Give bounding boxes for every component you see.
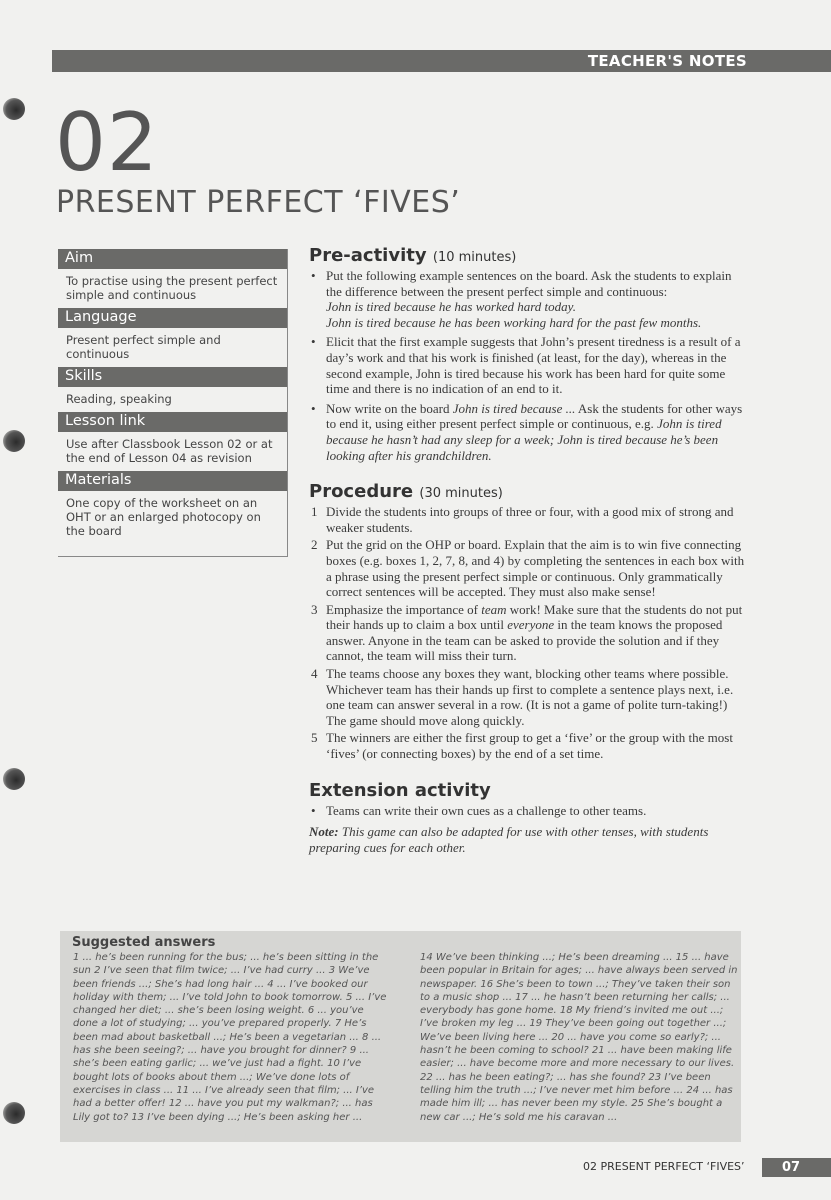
step-text: Put the grid on the OHP or board. Explain that the aim is to win five connecting boxes (e.g. boxes 1, 2, 7, 8, and 4) by completing the sentences in each box with a phrase using the present perfect simple or continuous. Only grammatically correct sentences will be accepted. They must also make sense! [326,537,745,600]
section-title: Pre-activity [309,245,427,266]
binder-hole [3,98,25,120]
header-label: TEACHER'S NOTES [587,52,747,70]
note-text: This game can also be adapted for use with other tenses, with students preparing cues for each other. [309,824,709,855]
sidebar-text: Reading, speaking [66,392,172,406]
binder-hole [3,430,25,452]
step-text: work! Make sure that the students do not put their hands up to claim a box until [326,601,743,633]
binder-hole [3,768,25,790]
procedure-step: 1 Divide the students into groups of three or four, with a good mix of strong and weaker students. [311,504,734,535]
lesson-number: 02 [55,96,159,189]
header-bar [52,50,831,72]
lesson-summary-sidebar [58,249,288,557]
pre-activity-section [309,245,749,463]
section-heading [309,780,749,801]
sidebar-heading: Lesson link [58,412,287,432]
note-label: Note: [309,824,339,840]
bullet-item: • Elicit that the first example suggests that John’s present tiredness is a result of a day’s work and that his work is finished (at least, for the day), whereas in the second example, John is tired because his work has been hard for quite some time and there is no indication of an end to it. [309,334,749,396]
answers-column-left: 1 ... he’s been running for the bus; ... he’s been sitting in the sun 2 I’ve seen that film twice; ... I’ve had curry ... 3 We’ve been friends ...; She’s had long hair ... 4 ... I’ve booked our holiday with them; ... I’ve told John to book tomorrow. 5 ... I’ve changed her diet; ... she’s been losing weight. 6 ... you’ve done a lot of studying; ... you’ve prepared properly. 7 He’s been mad about basketball ...; He’s been a vegetarian ... 8 ... has she been seeing?; ... have you brought for dinner? 9 ... she’s been eating garlic; ... we’ve just had a fight. 10 I’ve bought lots of books about them ...; We’ve done lots of exercises in class ... 11 ... I’ve already seen that film; ... I’ve had a better offer! 12 ... have you put my walkman?; ... has Lily got to? 13 I’ve been dying ...; He’s been asking her ... [73,952,387,1123]
sidebar-section-aim [58,249,287,308]
sidebar-heading: Materials [58,471,287,491]
procedure-step: 2 Put the grid on the OHP or board. Explain that the aim is to win five connecting boxes (e.g. boxes 1, 2, 7, 8, and 4) by completing the sentences in each box with a phrase using the present perfect simple or continuous. Only grammatically correct sentences will be accepted. They must also make sense! [311,537,745,600]
bullet-italic: John is tired because ... [452,400,576,416]
section-title: Procedure [309,481,414,503]
page-number: 07 [782,1160,801,1175]
sidebar-heading: Aim [58,249,287,269]
sidebar-heading: Language [58,308,287,328]
footer-title: 02 PRESENT PERFECT ‘FIVES’ [583,1160,745,1173]
step-text: in the team knows the proposed answer. Anyone in the team can be asked to provide the solution and if they cannot, the team will miss their turn. [326,617,723,664]
step-italic: team [481,601,507,617]
sidebar-text: Use after Classbook Lesson 02 or at the end of Lesson 04 as revision [66,437,273,465]
suggested-answers-box [60,931,741,1142]
binder-hole [3,1102,25,1124]
procedure-step: 3 Emphasize the importance of team work! Make sure that the students do not put their hands up to claim a box until everyone in the team knows the proposed answer. Anyone in the team can be asked to provide the solution and if they cannot, the team will miss their turn. [311,601,743,664]
bullet-item: • Teams can write their own cues as a challenge to other teams. [309,803,749,819]
sidebar-text: To practise using the present perfect simple and continuous [66,274,278,302]
note [309,824,749,855]
bullet-text: Now write on the board [326,400,453,416]
sidebar-heading: Skills [58,367,287,387]
procedure-step: 4 The teams choose any boxes they want, blocking other teams where possible. Whichever team has their hands up first to complete a sentence plays next, i.e. one team can answer several in a row. (It is not a game of polite turn-taking!) The game should move along quickly. [311,666,734,728]
section-duration: (30 minutes) [419,486,503,502]
section-heading [309,245,749,266]
bullet-item: • Put the following example sentences on the board. Ask the students to explain the difference between the present perfect simple and continuous: [309,268,749,299]
bullet-examples: John is tired because he hasn’t had any sleep for a week; John is tired because he’s been looking after his grandchildren. [326,416,722,463]
section-title: Extension activity [309,779,491,801]
main-content [309,245,749,855]
step-text: Emphasize the importance of [326,601,482,617]
procedure-section [309,481,749,762]
lesson-title: PRESENT PERFECT ‘FIVES’ [56,185,461,220]
section-heading [309,481,749,502]
step-text: Divide the students into groups of three or four, with a good mix of strong and weaker students. [326,504,734,535]
section-duration: (10 minutes) [432,250,517,265]
answers-column-right: 14 We’ve been thinking ...; He’s been dreaming ... 15 ... have been popular in Britain for ages; ... have always been served in newspaper. 16 She’s been to town ...; They’ve taken their son to a music shop ... 17 ... he hasn’t been returning her calls; ... everybody has gone home. 18 My friend’s invited me out ...; I’ve broken my leg ... 19 They’ve been going out together ...; We’ve been living here ... 20 ... have you come so early?; ... hasn’t he been coming to school? 21 ... have been making life easier; ... have become more and more necessary to our lives. 22 ... has he been eating?; ... has she found? 23 I’ve been telling him the truth ...; I’ve never met him before ... 24 ... has made him ill; ... has never been my style. 25 She’s bought a new car ...; He’s sold me his caravan ... [420,952,738,1123]
answers-heading: Suggested answers [72,935,216,950]
example-sentence: John is tired because he has been working hard for the past few months. [326,314,702,330]
extension-section [309,780,749,856]
sidebar-text: One copy of the worksheet on an OHT or an enlarged photocopy on the board [66,496,261,538]
sidebar-section-materials [58,471,287,544]
step-text: The teams choose any boxes they want, blocking other teams where possible. Whichever team has their hands up first to complete a sentence plays next, i.e. one team can answer several in a row. (It is not a game of polite turn-taking!) The game should move along quickly. [326,666,734,728]
page-number-box [762,1158,831,1177]
bullet-item [309,401,749,463]
step-italic: everyone [507,617,555,633]
procedure-step: 5 The winners are either the first group to get a ‘five’ or the group with the most ‘fives’ (or connecting boxes) by the end of a set time. [311,730,733,762]
sidebar-text: Present perfect simple and continuous [66,333,221,361]
sidebar-section-language [58,308,287,367]
sidebar-section-lesson-link [58,412,287,471]
example-sentence: John is tired because he has worked hard today. [326,299,576,315]
step-text: The winners are either the first group to get a ‘five’ or the group with the most ‘fives’ (or connecting boxes) by the end of a set time. [326,730,733,762]
sidebar-section-skills [58,367,287,412]
bullet-text: Ask the students for other ways to end it, using either present perfect simple or continuous, e.g. [326,400,743,432]
